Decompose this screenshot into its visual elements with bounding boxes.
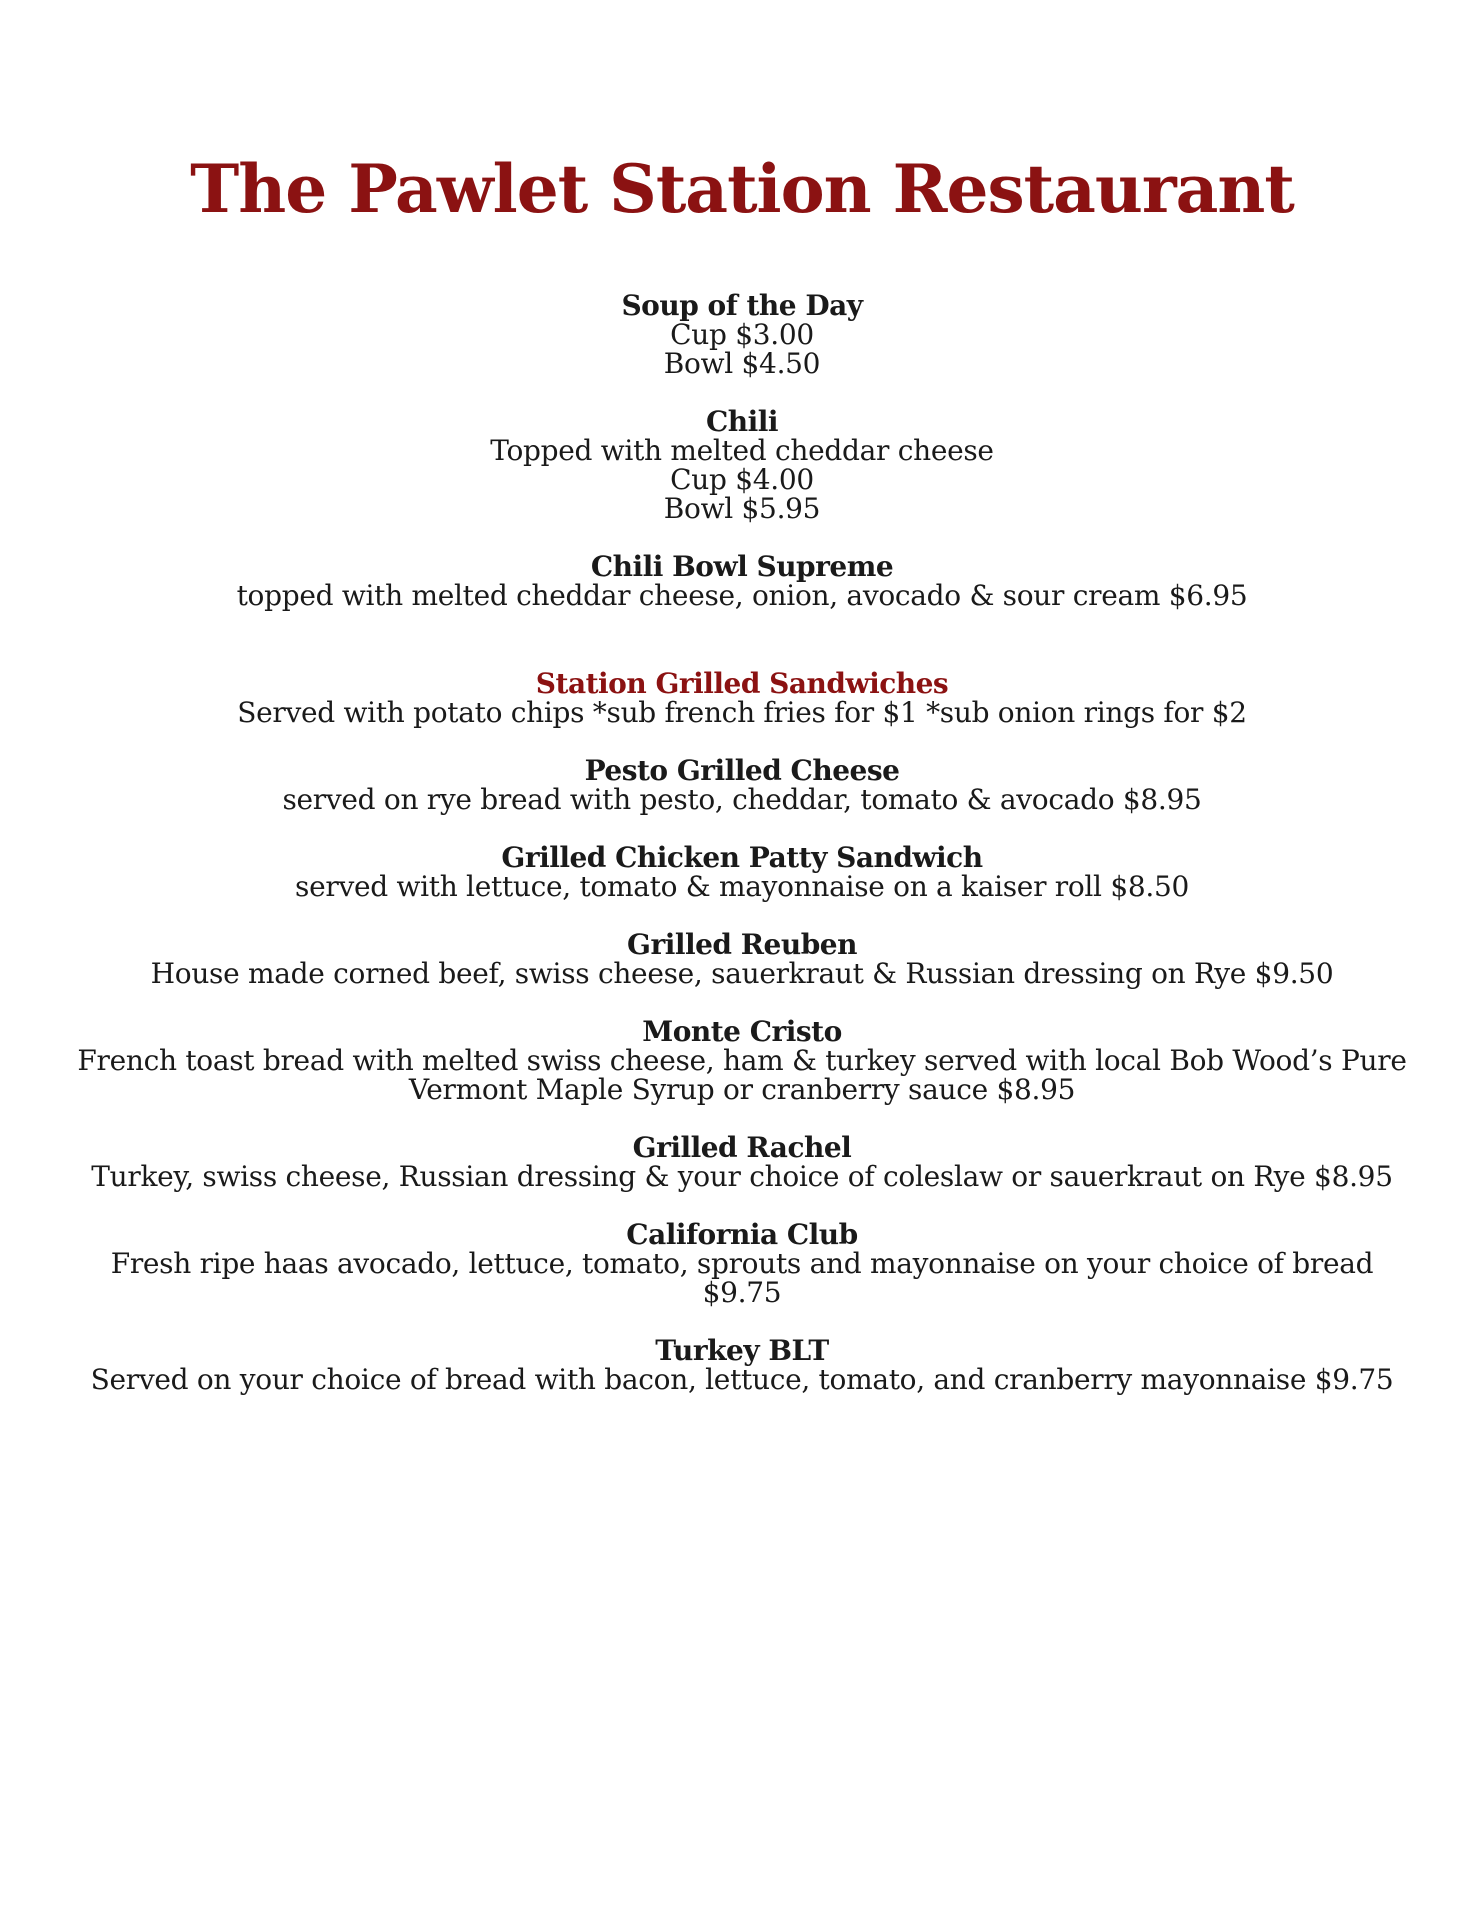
item-description: topped with melted cheddar cheese, onion, avocado & sour cream $6.95 [236,579,1248,612]
restaurant-title: The Pawlet Station Restaurant [190,150,1294,228]
item-description: Topped with melted cheddar cheese [490,434,994,467]
item-name: Turkey BLT [655,1334,829,1367]
item-name: Chili Bowl Supreme [590,550,894,583]
menu-item-monte-cristo [60,1015,1424,1106]
item-description: Served on your choice of bread with bacon, lettuce, tomato, and cranberry mayonnaise $9.75 [90,1363,1394,1396]
section-heading: Station Grilled Sandwiches [535,667,949,700]
item-price-bowl: Bowl $4.50 [663,347,821,380]
menu-item-chili [60,405,1424,525]
item-description: served with lettuce, tomato & mayonnaise on a kaiser roll $8.50 [295,870,1189,903]
section-note: Served with potato chips *sub french fries for $1 *sub onion rings for $2 [237,696,1247,729]
item-description: Turkey, swiss cheese, Russian dressing & your choice of coleslaw or sauerkraut on Rye $8.95 [91,1160,1393,1193]
menu-item-soup [60,289,1424,380]
menu-item-grilled-reuben [60,928,1424,990]
menu-item-grilled-rachel [60,1131,1424,1193]
menu-item-turkey-blt [60,1334,1424,1396]
item-price-bowl: Bowl $5.95 [663,492,821,525]
item-name: Pesto Grilled Cheese [584,754,900,787]
menu-item-california-club [60,1218,1424,1309]
item-price-cup: Cup $4.00 [670,463,814,496]
menu-item-pesto-grilled-cheese [60,754,1424,816]
item-description: French toast bread with melted swiss cheese, ham & turkey served with local Bob Wood’s Pure Vermont Maple Syrup or cranberry sauce $8.95 [77,1044,1407,1106]
item-name: Soup of the Day [621,289,863,322]
menu-list [60,289,1424,1424]
item-description: served on rye bread with pesto, cheddar, tomato & avocado $8.95 [282,783,1202,816]
item-name: Grilled Rachel [632,1131,852,1164]
item-description: Fresh ripe haas avocado, lettuce, tomato, sprouts and mayonnaise on your choice of bread $9.75 [110,1247,1374,1309]
section-grilled-sandwiches [60,667,1424,729]
item-description: House made corned beef, swiss cheese, sauerkraut & Russian dressing on Rye $9.50 [150,957,1334,990]
menu-item-grilled-chicken [60,841,1424,903]
menu-item-chili-supreme [60,550,1424,612]
item-name: Grilled Reuben [627,928,857,961]
item-name: Chili [705,405,779,438]
item-name: Monte Cristo [642,1015,842,1048]
item-price-cup: Cup $3.00 [670,318,814,351]
item-name: Grilled Chicken Patty Sandwich [501,841,983,874]
item-name: California Club [626,1218,858,1251]
